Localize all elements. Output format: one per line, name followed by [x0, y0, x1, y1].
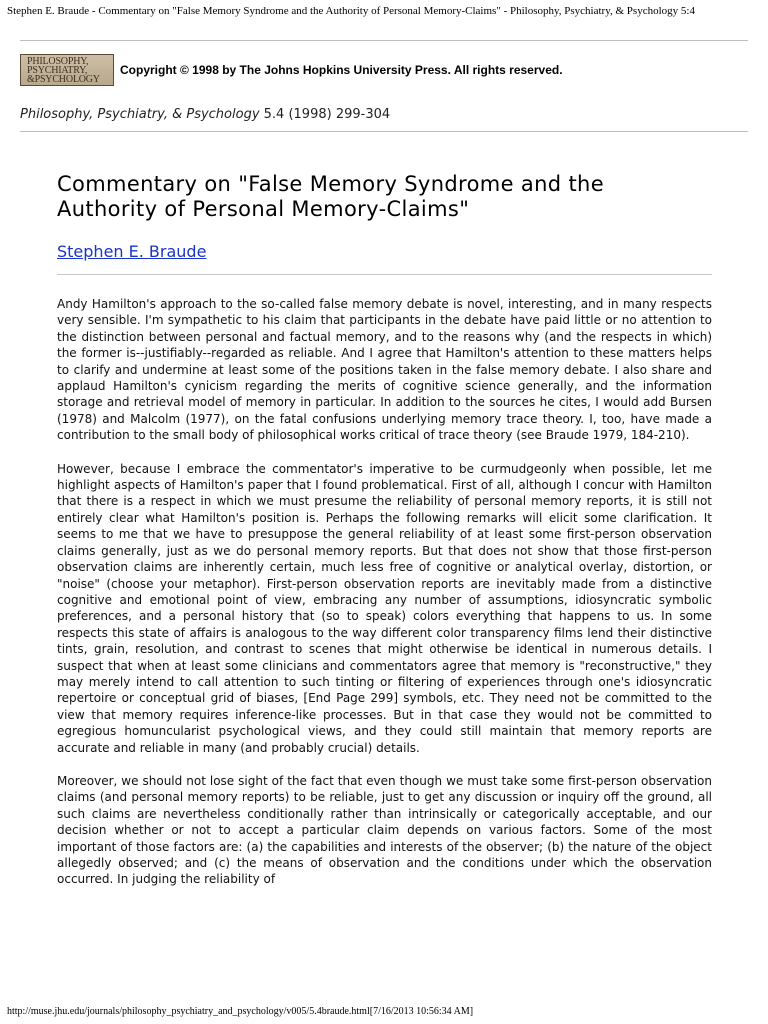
paragraph-2-text-end: symbols, etc. They need not be committed to the view that memory requires inference-like processes. But in that case they would not be committed to egregious homuncularist psychological views, and they could still maintain that memory reports are accurate and reliable in many (and probably crucial) details. [57, 691, 712, 755]
page-marker: [End Page 299] [303, 691, 399, 706]
journal-issue-details: 5.4 (1998) 299-304 [259, 107, 391, 122]
logo-line-1: PHILOSOPHY, [27, 55, 89, 67]
journal-logo-icon[interactable] [20, 54, 114, 86]
copyright-notice: Copyright © 1998 by The Johns Hopkins University Press. All rights reserved. [120, 63, 563, 77]
article-title-line-2: Authority of Personal Memory-Claims" [57, 197, 470, 221]
article-divider [57, 274, 712, 275]
paragraph-2 [57, 461, 712, 756]
author-link[interactable]: Stephen E. Braude [57, 242, 207, 261]
article-title-line-1: Commentary on "False Memory Syndrome and the [57, 172, 604, 196]
logo-line-2: PSYCHIATRY, [27, 64, 88, 76]
paragraph-2-text-start: However, because I embrace the commentator's imperative to be curmudgeonly when possible, let me highlight aspects of Hamilton's paper that I found problematical. First of all, although I concur with Hamilton that there is a respect in which we must presume the reliability of personal memory reports, it is still not entirely clear what Hamilton's position is. Perhaps the following remarks will elicit some clarification. It seems to me that we have to presuppose the general reliability of at least some first-person observation claims generally, just as we do personal memory reports. But that does not show that those first-person observation claims are inherently certain, much less free of cognitive or analytical overlay, distortion, or "noise" (choose your metaphor). First-person observation reports are inevitably made from a distinctive cognitive and emotional point of view, embracing any number of assumptions, idiosyncratic symbolic preferences, and a personal history that (so to speak) colors everything that happens to us. In some respects this state of affairs is analogous to the way different color transparency films lend their distinctive tints, grain, resolution, and contrast to scenes that might otherwise be identical in numerous details. I suspect that when at least some clinicians and commentators agree that memory is "reconstructive," they may merely intend to call attention to such tinting or filtering of experiences through one's idiosyncratic repertoire or conceptual grid of biases, [57, 461, 712, 706]
header-divider [20, 131, 748, 132]
journal-citation [20, 107, 390, 122]
article [57, 172, 712, 905]
print-header: Stephen E. Braude - Commentary on "False Memory Syndrome and the Authority of Personal Memory-Claims" - Philosophy, Psychiatry, & Psychology 5:4 [7, 5, 695, 17]
article-body [57, 296, 712, 888]
logo-line-3: &PSYCHOLOGY [27, 73, 100, 85]
article-title [57, 172, 712, 222]
print-footer-url: http://muse.jhu.edu/journals/philosophy_psychiatry_and_psychology/v005/5.4braude.html[7/16/2013 10:56:34 AM] [7, 1006, 474, 1017]
journal-name: Philosophy, Psychiatry, & Psychology [20, 107, 260, 122]
top-divider [20, 40, 748, 41]
paragraph-3: Moreover, we should not lose sight of the fact that even though we must take some first-person observation claims (and personal memory reports) to be reliable, just to get any discussion or inquiry off the ground, all such claims are nevertheless conditionally rather than intrinsically or categorically acceptable, and our decision whether or not to accept a particular claim depends on various factors. Some of the most important of those factors are: (a) the capabilities and interests of the observer; (b) the nature of the object allegedly observed; and (c) the means of observation and the conditions under which the observation occurred. In judging the reliability of [57, 773, 712, 887]
paragraph-1: Andy Hamilton's approach to the so-called false memory debate is novel, interesting, and in many respects very sensible. I'm sympathetic to his claim that participants in the debate have paid little or no attention to the distinction between personal and factual memory, and to the reasons why (and the respects in which) the former is--justifiably--regarded as reliable. And I agree that Hamilton's attention to these matters helps to clarify and undermine at least some of the positions taken in the false memory debate. I also share and applaud Hamilton's cynicism regarding the merits of cognitive science generally, and the information storage and retrieval model of memory in particular. In addition to the sources he cites, I would add Bursen (1978) and Malcolm (1977), on the fatal confusions underlying memory trace theory. I, too, have made a contribution to the small body of philosophical works critical of trace theory (see Braude 1979, 184-210). [57, 297, 712, 443]
copyright-row [20, 53, 563, 87]
